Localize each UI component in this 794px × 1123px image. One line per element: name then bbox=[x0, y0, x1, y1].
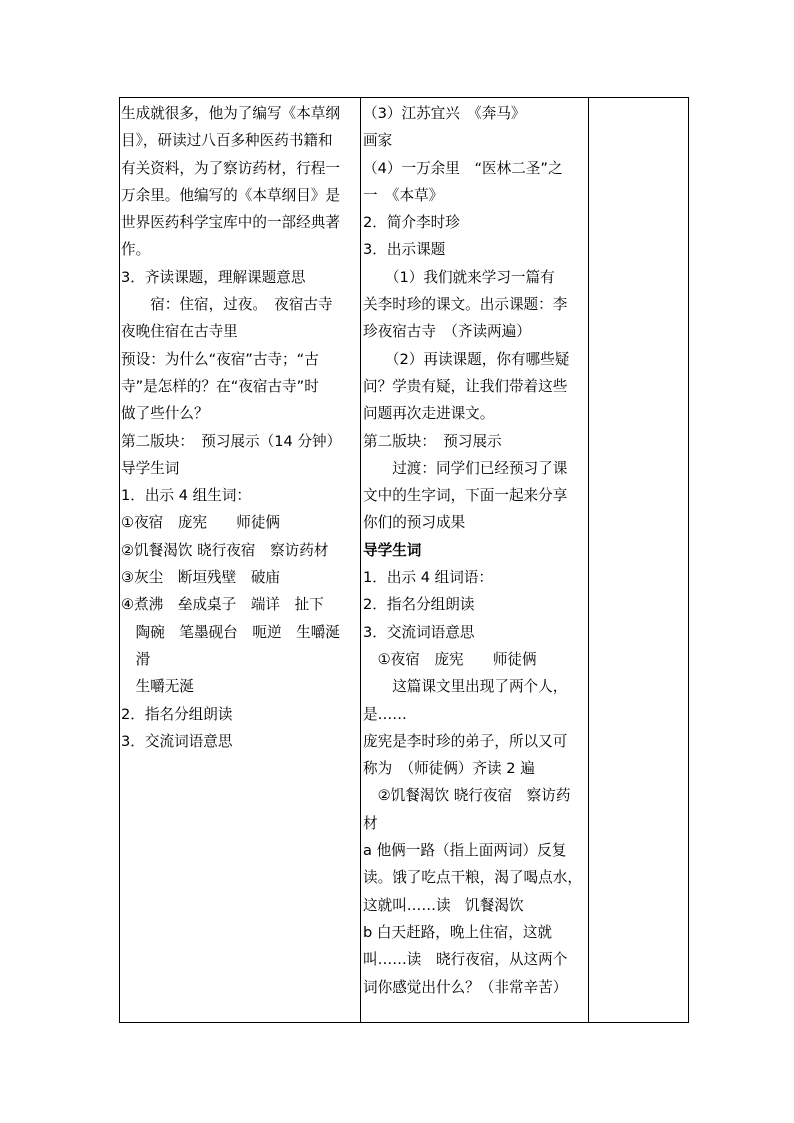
text-line: 夜晚住宿在古寺里 bbox=[121, 323, 238, 341]
text-line: 读。饿了吃点干粮，渴了喝点水， bbox=[363, 869, 582, 887]
text-line: 这就叫……读 饥餐渴饮 bbox=[363, 896, 524, 914]
text-line: 做了些什么？ bbox=[121, 405, 209, 423]
teacher-activity-column bbox=[363, 100, 589, 1001]
section-heading: 第二版块： 预习展示 bbox=[363, 432, 502, 450]
text-line: 世界医药科学宝库中的一部经典著 bbox=[121, 214, 340, 232]
word-group-line: 材 bbox=[363, 814, 378, 832]
text-line: （4）一万余里 “医林二圣”之 bbox=[363, 159, 563, 177]
text-line: 3．交流词语意思 bbox=[363, 623, 475, 641]
text-line: 生成就很多，他为了编写《本草纲 bbox=[121, 105, 340, 122]
word-group-line: 生嚼无涎 bbox=[121, 678, 194, 696]
text-line: 文中的生字词，下面一起来分享 bbox=[363, 487, 568, 505]
student-activity-column bbox=[121, 100, 361, 755]
text-line: 1．出示 4 组生词： bbox=[121, 487, 252, 505]
word-group-line: ②饥餐渴饮 晓行夜宿 察访药 bbox=[363, 787, 571, 805]
text-line: 问题再次走进课文。 bbox=[363, 405, 495, 423]
text-line: 关李时珍的课文。出示课题：李 bbox=[363, 296, 568, 314]
text-line: 称为 （师徒俩）齐读 2 遍 bbox=[363, 760, 535, 778]
text-line: 过渡：同学们已经预习了课 bbox=[363, 459, 568, 477]
text-line: 有关资料，为了察访药材，行程一 bbox=[121, 159, 340, 177]
lesson-plan-table bbox=[119, 97, 689, 1023]
text-line: 庞宪是李时珍的弟子，所以又可 bbox=[363, 732, 568, 750]
text-line: 3．交流词语意思 bbox=[121, 732, 233, 750]
text-line: （2）再读课题，你有哪些疑 bbox=[363, 350, 570, 368]
text-line: 你们的预习成果 bbox=[363, 514, 466, 532]
word-group-line: ①夜宿 庞宪 师徒俩 bbox=[363, 650, 537, 668]
text-line: 画家 bbox=[363, 132, 393, 150]
word-group-line: 陶碗 笔墨砚台 呃逆 生嚼涎 bbox=[121, 623, 340, 641]
section-heading: 第二版块： 预习展示（14 分钟） bbox=[121, 432, 342, 450]
text-line: 2．简介李时珍 bbox=[363, 214, 460, 232]
text-line: 寺”是怎样的？在“夜宿古寺”时 bbox=[121, 377, 319, 395]
text-line: 一 《本草》 bbox=[363, 186, 444, 204]
text-line: （3）江苏宜兴 《奔马》 bbox=[363, 105, 526, 122]
text-line: 叫……读 晓行夜宿，从这两个 bbox=[363, 951, 568, 969]
text-line: 3．齐读课题，理解课题意思 bbox=[121, 268, 306, 286]
text-line: 珍夜宿古寺 （齐读两遍） bbox=[363, 323, 531, 341]
text-line: 作。 bbox=[121, 241, 151, 259]
text-line: 是…… bbox=[363, 705, 407, 723]
text-line: 目》，研读过八百多种医药书籍和 bbox=[121, 132, 333, 150]
text-line: a 他俩一路（指上面两词）反复 bbox=[363, 842, 567, 860]
text-line: 万余里。他编写的《本草纲目》是 bbox=[121, 186, 340, 204]
word-group-line: ③灰尘 断垣残壁 破庙 bbox=[121, 569, 281, 587]
text-line: 预设：为什么“夜宿”古寺；“古 bbox=[121, 350, 319, 368]
text-line: 2．指名分组朗读 bbox=[121, 705, 233, 723]
word-group-line: ②饥餐渴饮 晓行夜宿 察访药材 bbox=[121, 541, 329, 559]
text-line: 问？学贵有疑，让我们带着这些 bbox=[363, 377, 568, 395]
subsection-heading: 导学生词 bbox=[363, 541, 422, 559]
text-line: 3．出示课题 bbox=[363, 241, 446, 259]
subsection-heading: 导学生词 bbox=[121, 459, 180, 477]
word-group-line: ①夜宿 庞宪 师徒俩 bbox=[121, 514, 281, 532]
text-line: b 白天赶路，晚上住宿，这就 bbox=[363, 923, 553, 941]
text-line: （1）我们就来学习一篇有 bbox=[363, 268, 555, 286]
text-line: 2．指名分组朗读 bbox=[363, 596, 475, 614]
text-line: 宿：住宿，过夜。 夜宿古寺 bbox=[121, 296, 333, 314]
text-line: 1．出示 4 组词语： bbox=[363, 569, 494, 587]
word-group-line: 滑 bbox=[121, 650, 151, 668]
word-group-line: ④煮沸 垒成桌子 端详 扯下 bbox=[121, 596, 324, 614]
text-line: 这篇课文里出现了两个人， bbox=[363, 678, 568, 696]
text-line: 词你感觉出什么？（非常辛苦） bbox=[363, 978, 568, 996]
